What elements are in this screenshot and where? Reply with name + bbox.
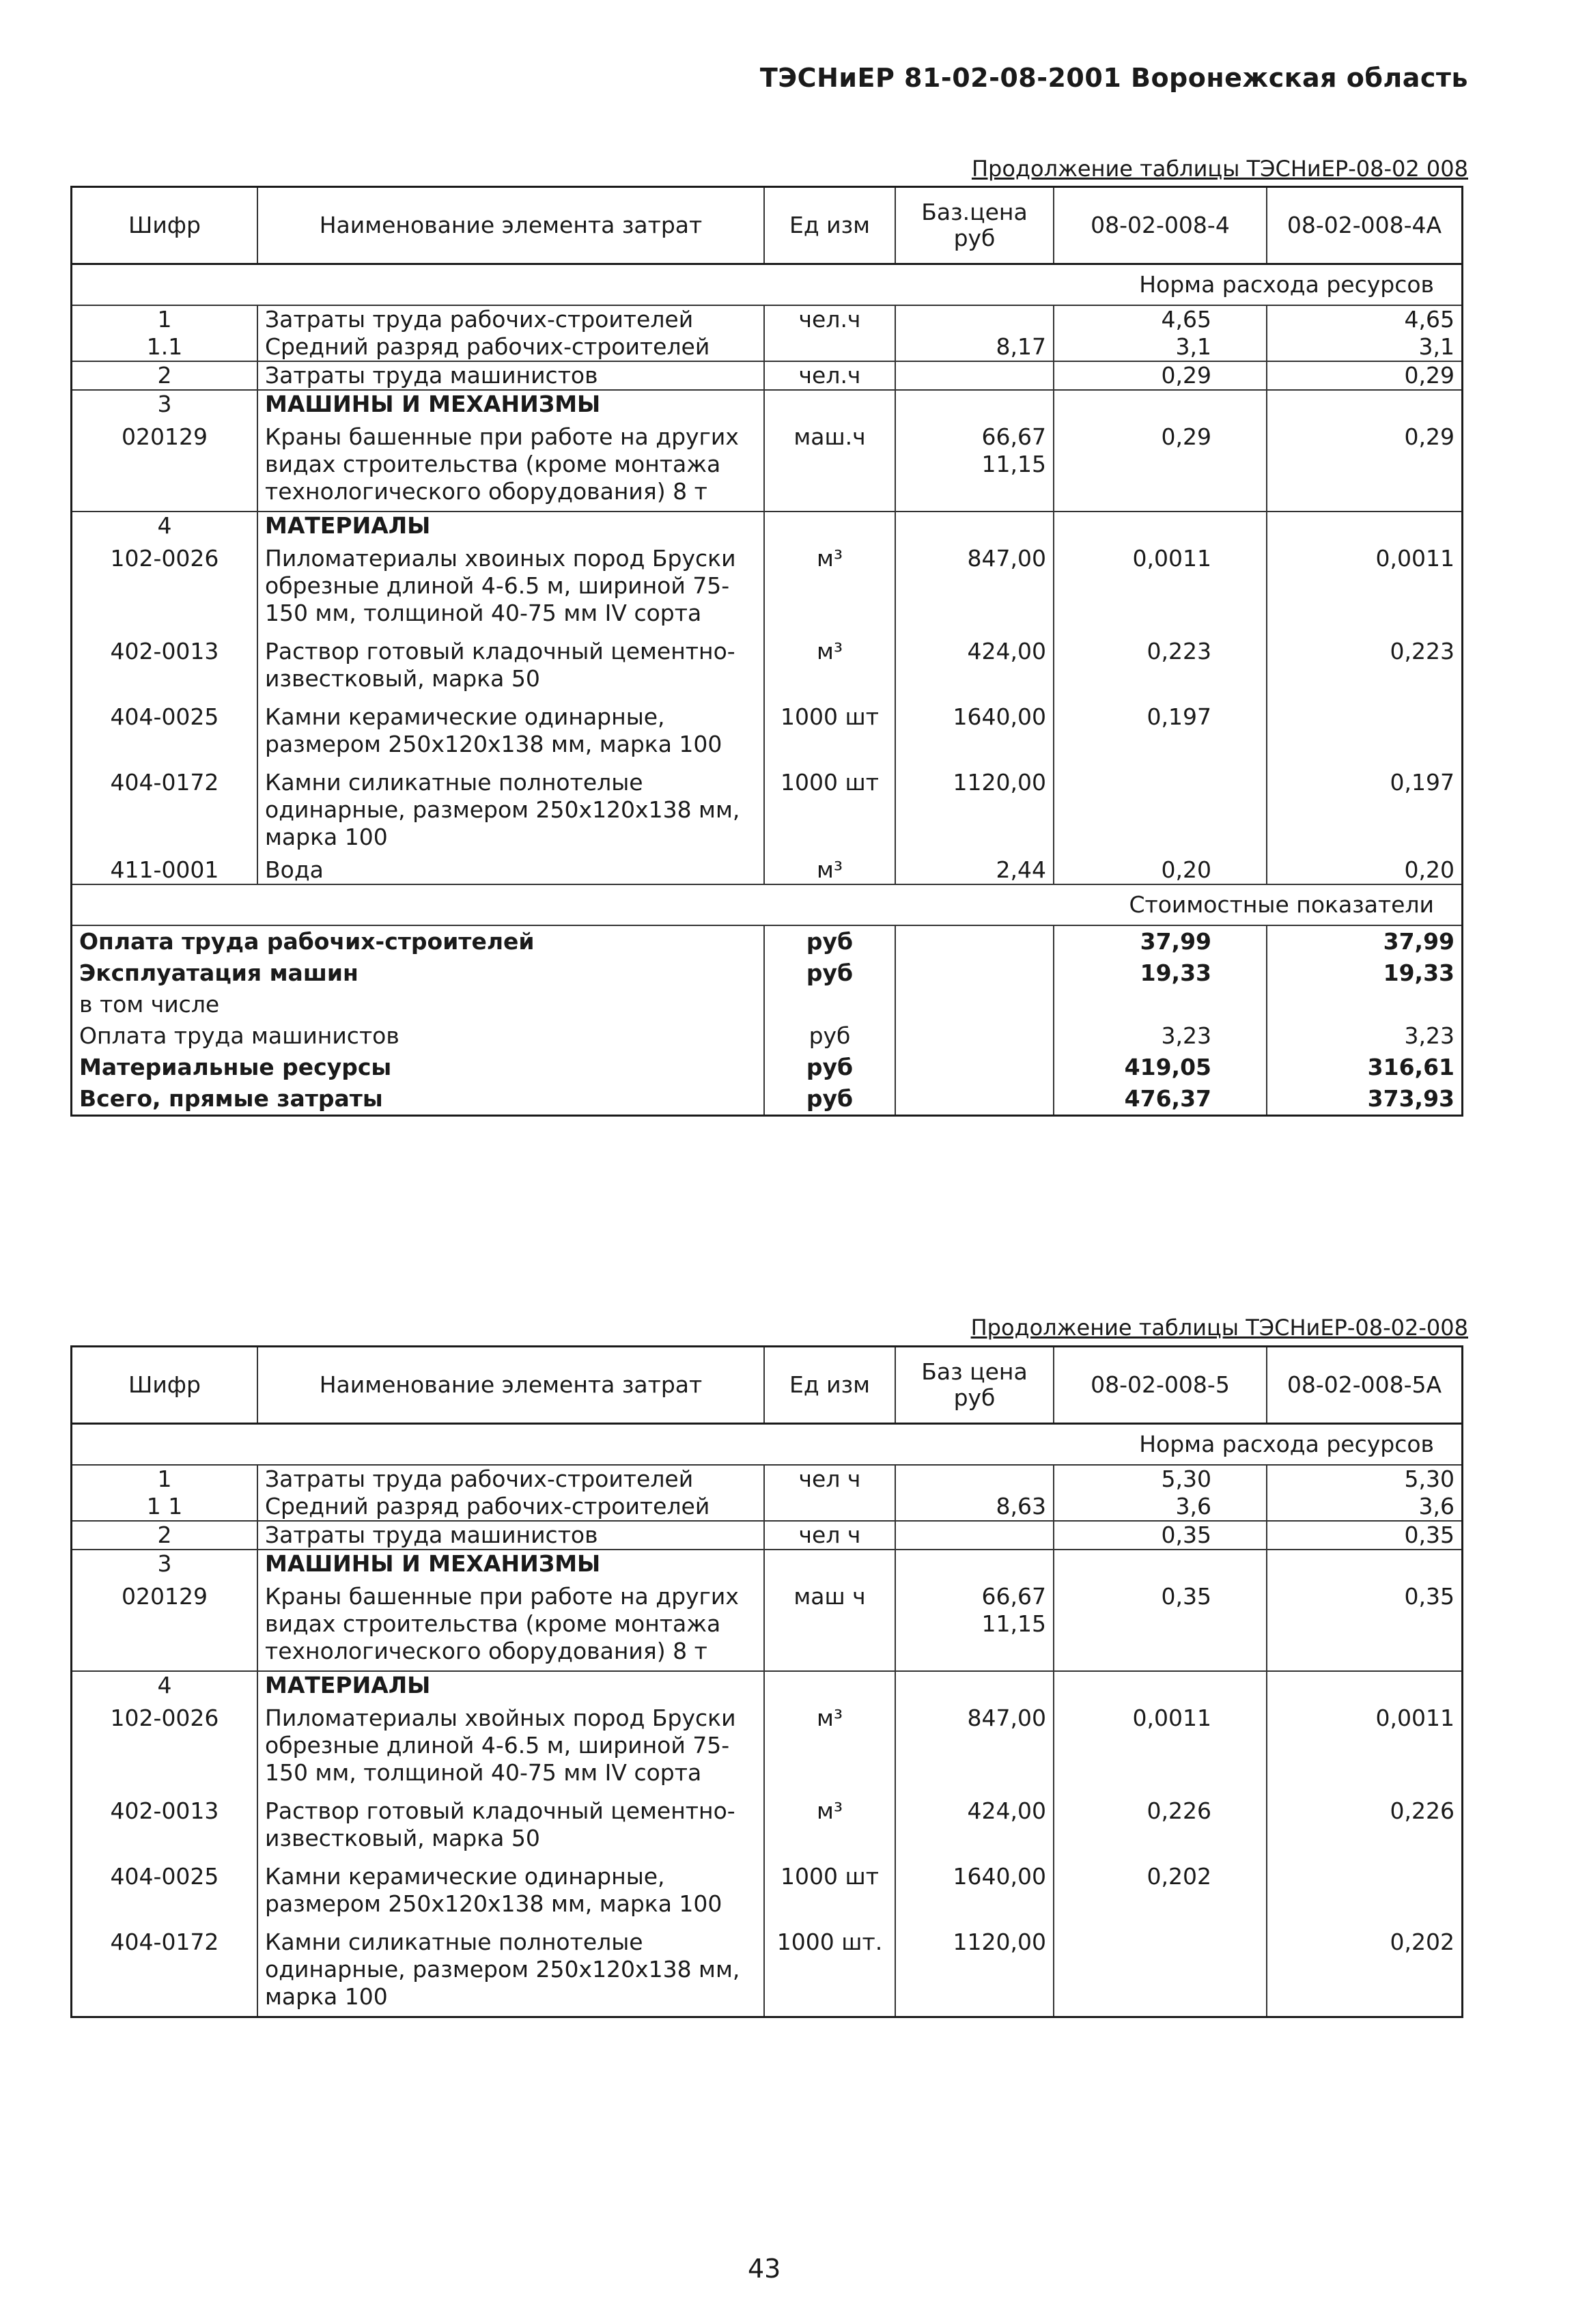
row-norm-1: 0,35	[1054, 1521, 1267, 1550]
row-unit: м³	[764, 856, 895, 884]
row-unit: м³	[764, 632, 895, 698]
row-unit	[764, 1550, 895, 1578]
row-unit: 1000 шт.	[764, 1923, 895, 2017]
cost-name: Материальные ресурсы	[79, 1054, 392, 1080]
row-price: 424,00	[895, 1792, 1054, 1858]
row-norm-2: 0,29	[1267, 361, 1463, 390]
cost-unit: руб	[764, 1052, 895, 1083]
col-header-code: Шифр	[72, 1347, 258, 1424]
row-norm-1: 0,223	[1054, 632, 1267, 698]
cost-unit: руб	[764, 957, 895, 989]
row-norm-2: 0,197	[1267, 764, 1463, 856]
cost-section-row	[72, 884, 1463, 925]
cost-price	[895, 1020, 1054, 1052]
row-name: Камни силикатные полнотелые одинарные, размером 250х120х138 мм, марка 100	[257, 764, 764, 856]
row-name: Средний разряд рабочих-строителей	[257, 1493, 764, 1521]
row-unit	[764, 390, 895, 418]
section-label: Норма расхода ресурсов	[72, 264, 1463, 306]
row-name: Затраты труда рабочих-строителей	[257, 305, 764, 333]
row-code: 2	[72, 361, 258, 390]
row-code: 402-0013	[110, 638, 219, 664]
row-norm-1: 0,29	[1054, 361, 1267, 390]
table-row	[72, 1521, 1463, 1550]
cost-row	[72, 925, 1463, 957]
table-row	[72, 698, 1463, 764]
row-name: Камни силикатные полнотелые одинарные, размером 250х120х138 мм, марка 100	[257, 1923, 764, 2017]
cost-name: Эксплуатация машин	[79, 960, 359, 986]
cost-row	[72, 1020, 1463, 1052]
row-price: 424,00	[895, 632, 1054, 698]
row-name: Средний разряд рабочих-строителей	[257, 333, 764, 361]
cost-value-1: 37,99	[1054, 925, 1267, 957]
table-header-row	[72, 187, 1463, 264]
resource-table-2	[70, 1345, 1463, 2018]
row-unit: 1000 шт	[764, 764, 895, 856]
row-code: 1.1	[146, 333, 183, 360]
row-norm-1: 0,29	[1054, 418, 1267, 512]
cost-value-2: 19,33	[1267, 957, 1463, 989]
row-name: МАТЕРИАЛЫ	[257, 1671, 764, 1699]
row-code: 4	[72, 512, 258, 540]
row-price: 66,67 11,15	[895, 418, 1054, 512]
section-row	[72, 264, 1463, 306]
row-code: 404-0172	[110, 1929, 219, 1955]
row-norm-2: 0,29	[1267, 418, 1463, 512]
cost-value-2: 37,99	[1267, 925, 1463, 957]
row-norm-2: 0,0011	[1267, 1699, 1463, 1792]
row-norm-1: 0,197	[1054, 698, 1267, 764]
row-price: 847,00	[895, 1699, 1054, 1792]
row-norm-2: 0,223	[1267, 632, 1463, 698]
row-unit: м³	[764, 540, 895, 632]
cost-name: Всего, прямые затраты	[79, 1085, 383, 1112]
cost-row	[72, 989, 1463, 1020]
cost-row	[72, 957, 1463, 989]
row-name: МАШИНЫ И МЕХАНИЗМЫ	[257, 390, 764, 418]
cost-value-1: 19,33	[1054, 957, 1267, 989]
cost-value-1: 3,23	[1054, 1020, 1267, 1052]
row-norm-1: 4,65	[1054, 305, 1267, 333]
row-unit: м³	[764, 1792, 895, 1858]
row-name: Краны башенные при работе на других видах строительства (кроме монтажа технологического оборудования) 8 т	[257, 418, 764, 512]
row-norm-2: 3,6	[1267, 1493, 1463, 1521]
table-row	[72, 1465, 1463, 1493]
row-price: 8,63	[895, 1493, 1054, 1521]
row-name: Камни керамические одинарные, размером 250х120х138 мм, марка 100	[257, 698, 764, 764]
row-norm-1: 5,30	[1054, 1465, 1267, 1493]
cost-unit: руб	[764, 1083, 895, 1116]
row-name: Вода	[257, 856, 764, 884]
cost-price	[895, 957, 1054, 989]
table-row	[72, 1671, 1463, 1699]
table-continuation-label: Продолжение таблицы ТЭСНиЕР-08-02-008	[970, 1315, 1468, 1341]
table-header-row	[72, 1347, 1463, 1424]
table-body	[72, 305, 1463, 884]
cost-value-1: 476,37	[1054, 1083, 1267, 1116]
row-price	[895, 1465, 1054, 1493]
table-row	[72, 1923, 1463, 2017]
row-unit: чел ч	[764, 1521, 895, 1550]
row-name: Камни керамические одинарные, размером 250х120х138 мм, марка 100	[257, 1858, 764, 1923]
row-name: Раствор готовый кладочный цементно-известковый, марка 50	[257, 1792, 764, 1858]
col-header-name: Наименование элемента затрат	[257, 187, 764, 264]
col-header-price: Баз.цена руб	[895, 187, 1054, 264]
cost-unit: руб	[764, 925, 895, 957]
row-code: 102-0026	[110, 545, 219, 572]
row-norm-1: 0,226	[1054, 1792, 1267, 1858]
cost-section-label: Стоимостные показатели	[72, 884, 1463, 925]
cost-name: в том числе	[79, 991, 220, 1018]
cost-value-2: 316,61	[1267, 1052, 1463, 1083]
row-norm-1: 0,0011	[1054, 540, 1267, 632]
col-header-norm-1: 08-02-008-5	[1054, 1347, 1267, 1424]
row-price: 8,17	[895, 333, 1054, 361]
row-norm-2: 0,20	[1267, 856, 1463, 884]
cost-price	[895, 925, 1054, 957]
row-code: 402-0013	[110, 1797, 219, 1824]
table-row	[72, 361, 1463, 390]
col-header-unit: Ед изм	[764, 187, 895, 264]
row-name: Раствор готовый кладочный цементно-известковый, марка 50	[257, 632, 764, 698]
row-norm-1: 3,6	[1054, 1493, 1267, 1521]
row-norm-2	[1267, 390, 1463, 418]
row-unit: 1000 шт	[764, 698, 895, 764]
table-row	[72, 540, 1463, 632]
row-code: 020129	[122, 1583, 208, 1610]
row-norm-2	[1267, 698, 1463, 764]
row-norm-1: 0,202	[1054, 1858, 1267, 1923]
table-row	[72, 390, 1463, 418]
row-name: Затраты труда рабочих-строителей	[257, 1465, 764, 1493]
row-name: Пиломатериалы хвойных пород Бруски обрезные длиной 4-6.5 м, шириной 75-150 мм, толщиной 40-75 мм IV сорта	[257, 1699, 764, 1792]
row-unit	[764, 1671, 895, 1699]
row-name: Пиломатериалы хвоиных пород Бруски обрезные длиной 4-6.5 м, шириной 75-150 мм, толщиной 40-75 мм IV сорта	[257, 540, 764, 632]
col-header-code: Шифр	[72, 187, 258, 264]
table-row	[72, 1858, 1463, 1923]
row-unit: чел ч	[764, 1465, 895, 1493]
page-header: ТЭСНиЕР 81-02-08-2001 Воронежская область	[759, 63, 1468, 93]
row-norm-1	[1054, 1923, 1267, 2017]
row-unit	[764, 333, 895, 361]
row-code: 1	[157, 1466, 172, 1492]
row-norm-2: 0,226	[1267, 1792, 1463, 1858]
row-price	[895, 1671, 1054, 1699]
row-name: Затраты труда машинистов	[257, 361, 764, 390]
row-price: 1120,00	[895, 764, 1054, 856]
row-norm-2: 3,1	[1267, 333, 1463, 361]
page-number: 43	[748, 2254, 781, 2284]
row-norm-1	[1054, 1671, 1267, 1699]
row-price	[895, 305, 1054, 333]
row-unit: м³	[764, 1699, 895, 1792]
row-unit	[764, 1493, 895, 1521]
row-unit: 1000 шт	[764, 1858, 895, 1923]
cost-price	[895, 1052, 1054, 1083]
row-name: МАТЕРИАЛЫ	[257, 512, 764, 540]
cost-name: Оплата труда рабочих-строителей	[79, 928, 535, 955]
row-code: 4	[72, 1671, 258, 1699]
table-row	[72, 305, 1463, 333]
row-norm-2	[1267, 512, 1463, 540]
row-name: Краны башенные при работе на других видах строительства (кроме монтажа технологического оборудования) 8 т	[257, 1578, 764, 1671]
row-price	[895, 361, 1054, 390]
row-unit: маш ч	[764, 1578, 895, 1671]
row-unit: маш.ч	[764, 418, 895, 512]
row-code: 3	[72, 1550, 258, 1578]
table-row	[72, 1792, 1463, 1858]
row-unit	[764, 512, 895, 540]
row-unit: чел.ч	[764, 361, 895, 390]
row-code: 2	[72, 1521, 258, 1550]
row-norm-1	[1054, 764, 1267, 856]
row-code: 020129	[122, 423, 208, 450]
row-price: 2,44	[895, 856, 1054, 884]
row-code: 411-0001	[110, 856, 219, 883]
cost-price	[895, 989, 1054, 1020]
cost-value-1: 419,05	[1054, 1052, 1267, 1083]
row-code: 404-0025	[110, 1863, 219, 1890]
row-norm-1	[1054, 390, 1267, 418]
row-norm-2: 5,30	[1267, 1465, 1463, 1493]
row-price: 847,00	[895, 540, 1054, 632]
row-norm-2: 4,65	[1267, 305, 1463, 333]
row-price: 1120,00	[895, 1923, 1054, 2017]
table-row	[72, 418, 1463, 512]
cost-value-2: 373,93	[1267, 1083, 1463, 1116]
cost-row	[72, 1083, 1463, 1116]
row-price: 66,67 11,15	[895, 1578, 1054, 1671]
row-price	[895, 1521, 1054, 1550]
table-row	[72, 764, 1463, 856]
col-header-name: Наименование элемента затрат	[257, 1347, 764, 1424]
row-norm-2: 0,35	[1267, 1521, 1463, 1550]
cost-unit	[764, 989, 895, 1020]
col-header-norm-1: 08-02-008-4	[1054, 187, 1267, 264]
col-header-norm-2: 08-02-008-4А	[1267, 187, 1463, 264]
cost-value-1	[1054, 989, 1267, 1020]
row-name: Затраты труда машинистов	[257, 1521, 764, 1550]
row-price	[895, 390, 1054, 418]
col-header-unit: Ед изм	[764, 1347, 895, 1424]
row-norm-2: 0,202	[1267, 1923, 1463, 2017]
row-unit: чел.ч	[764, 305, 895, 333]
row-norm-2	[1267, 1671, 1463, 1699]
table-row	[72, 1550, 1463, 1578]
section-row	[72, 1424, 1463, 1466]
row-norm-1: 3,1	[1054, 333, 1267, 361]
table-continuation-label: Продолжение таблицы ТЭСНиЕР-08-02 008	[971, 156, 1468, 182]
row-norm-2	[1267, 1550, 1463, 1578]
row-price: 1640,00	[895, 698, 1054, 764]
table-row	[72, 856, 1463, 884]
table-row	[72, 1578, 1463, 1671]
row-norm-2: 0,35	[1267, 1578, 1463, 1671]
row-code: 3	[72, 390, 258, 418]
cost-name: Оплата труда машинистов	[79, 1022, 399, 1049]
row-norm-2: 0,0011	[1267, 540, 1463, 632]
table-row	[72, 333, 1463, 361]
row-code: 1 1	[146, 1493, 183, 1520]
row-norm-2	[1267, 1858, 1463, 1923]
cost-value-2: 3,23	[1267, 1020, 1463, 1052]
row-norm-1	[1054, 1550, 1267, 1578]
row-norm-1: 0,0011	[1054, 1699, 1267, 1792]
row-code: 404-0172	[110, 769, 219, 796]
table-body	[72, 1465, 1463, 2017]
cost-unit: руб	[764, 1020, 895, 1052]
table-row	[72, 1699, 1463, 1792]
row-norm-1: 0,35	[1054, 1578, 1267, 1671]
row-price	[895, 512, 1054, 540]
table-row	[72, 632, 1463, 698]
row-price: 1640,00	[895, 1858, 1054, 1923]
section-label: Норма расхода ресурсов	[72, 1424, 1463, 1466]
col-header-norm-2: 08-02-008-5А	[1267, 1347, 1463, 1424]
col-header-price: Баз цена руб	[895, 1347, 1054, 1424]
row-code: 1	[157, 306, 172, 333]
row-price	[895, 1550, 1054, 1578]
row-code: 102-0026	[110, 1705, 219, 1731]
table-row	[72, 512, 1463, 540]
table-row	[72, 1493, 1463, 1521]
cost-price	[895, 1083, 1054, 1116]
resource-table-1	[70, 186, 1463, 1117]
row-name: МАШИНЫ И МЕХАНИЗМЫ	[257, 1550, 764, 1578]
row-norm-1	[1054, 512, 1267, 540]
cost-row	[72, 1052, 1463, 1083]
row-norm-1: 0,20	[1054, 856, 1267, 884]
row-code: 404-0025	[110, 703, 219, 730]
cost-body	[72, 925, 1463, 1116]
cost-value-2	[1267, 989, 1463, 1020]
